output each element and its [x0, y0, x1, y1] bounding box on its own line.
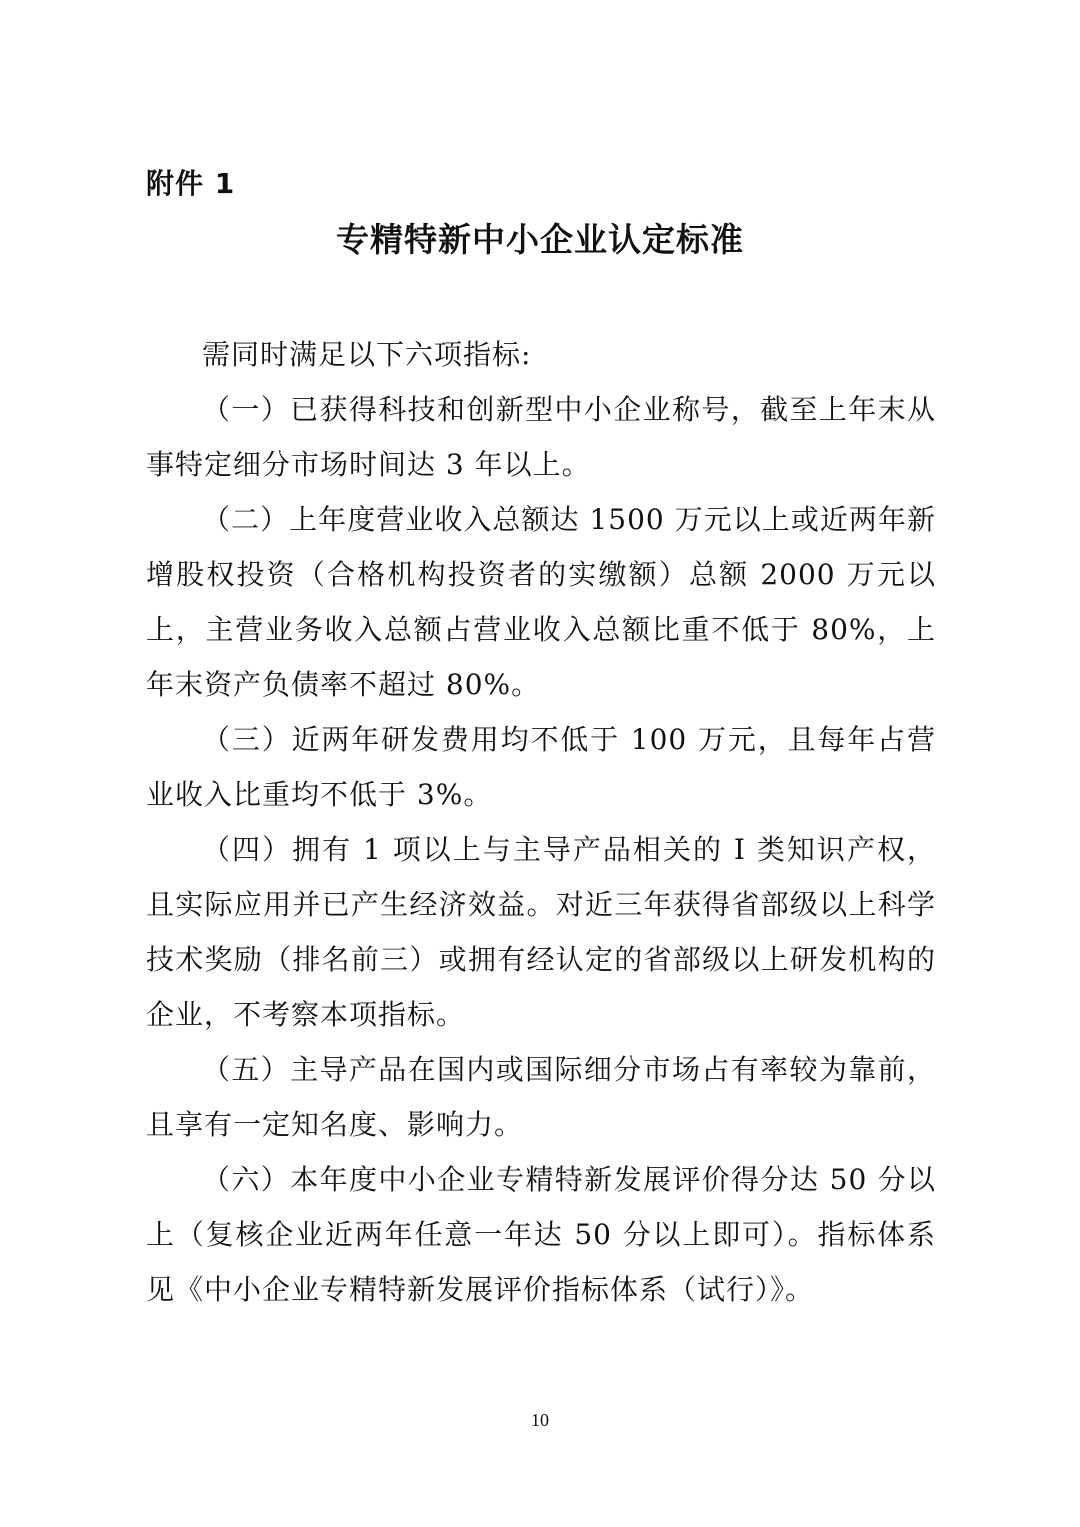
page-number: 10: [531, 1410, 549, 1430]
criterion-3: （三）近两年研发费用均不低于 100 万元，且每年占营业收入比重均不低于 3%。: [146, 723, 936, 811]
document-title: 专精特新中小企业认定标准: [336, 220, 744, 259]
criterion-1: （一）已获得科技和创新型中小企业称号，截至上年末从事特定细分市场时间达 3 年以上。: [146, 393, 936, 481]
criterion-4: （四）拥有 1 项以上与主导产品相关的 I 类知识产权，且实际应用并已产生经济效益。对近三年获得省部级以上科学技术奖励（排名前三）或拥有经认定的省部级以上研发机构的企业，不考察本项指标。: [146, 833, 936, 1031]
document-body: [146, 327, 936, 1317]
criterion-6: （六）本年度中小企业专精特新发展评价得分达 50 分以上（复核企业近两年任意一年达 50 分以上即可）。指标体系见《中小企业专精特新发展评价指标体系（试行）》。: [146, 1163, 936, 1306]
intro-paragraph: 需同时满足以下六项指标:: [202, 338, 532, 371]
criterion-2: （二）上年度营业收入总额达 1500 万元以上或近两年新增股权投资（合格机构投资者的实缴额）总额 2000 万元以上，主营业务收入总额占营业收入总额比重不低于 80%，上年末资产负债率不超过 80%。: [146, 503, 936, 701]
attachment-label: 附件 1: [146, 167, 236, 200]
criterion-5: （五）主导产品在国内或国际细分市场占有率较为靠前，且享有一定知名度、影响力。: [146, 1053, 936, 1141]
